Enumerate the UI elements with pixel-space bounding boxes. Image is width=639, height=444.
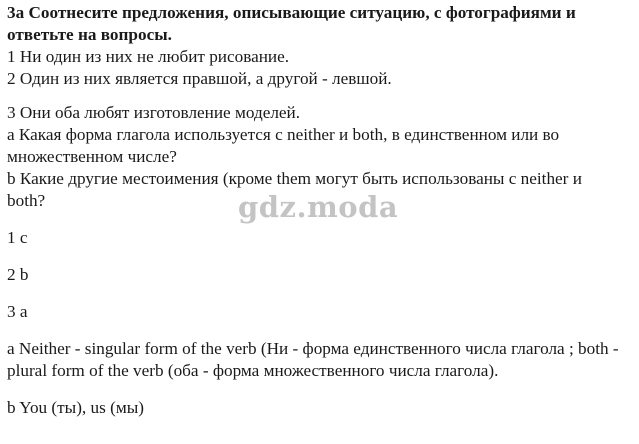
watermark-logo: gdz.moda: [238, 190, 399, 224]
task-heading: 3a Соотнесите предложения, описывающие ситуацию, с фотографиями и ответьте на вопросы.: [7, 3, 576, 44]
answer-match-1: 1 c: [7, 228, 28, 247]
answer-match-2: 2 b: [7, 265, 29, 284]
answer-a: a Neither - singular form of the verb (Ни - форма единственного числа глагола ; both - plural form of the verb (оба - форма множественного числа глагола).: [7, 339, 619, 380]
sentence-1: 1 Ни один из них не любит рисование.: [7, 47, 290, 66]
question-b: b Какие другие местоимения (кроме them могут быть использованы с neither и both?: [7, 169, 582, 210]
question-a: a Какая форма глагола используется с neither и both, в единственном или во множественном числе?: [7, 125, 560, 166]
sentence-2: 2 Один из них является правшой, а другой - левшой.: [7, 69, 392, 88]
answer-b: b You (ты), us (мы): [7, 398, 144, 417]
document-page: [7, 2, 635, 419]
answer-match-3: 3 a: [7, 302, 28, 321]
sentence-3: 3 Они оба любят изготовление моделей.: [7, 103, 301, 122]
